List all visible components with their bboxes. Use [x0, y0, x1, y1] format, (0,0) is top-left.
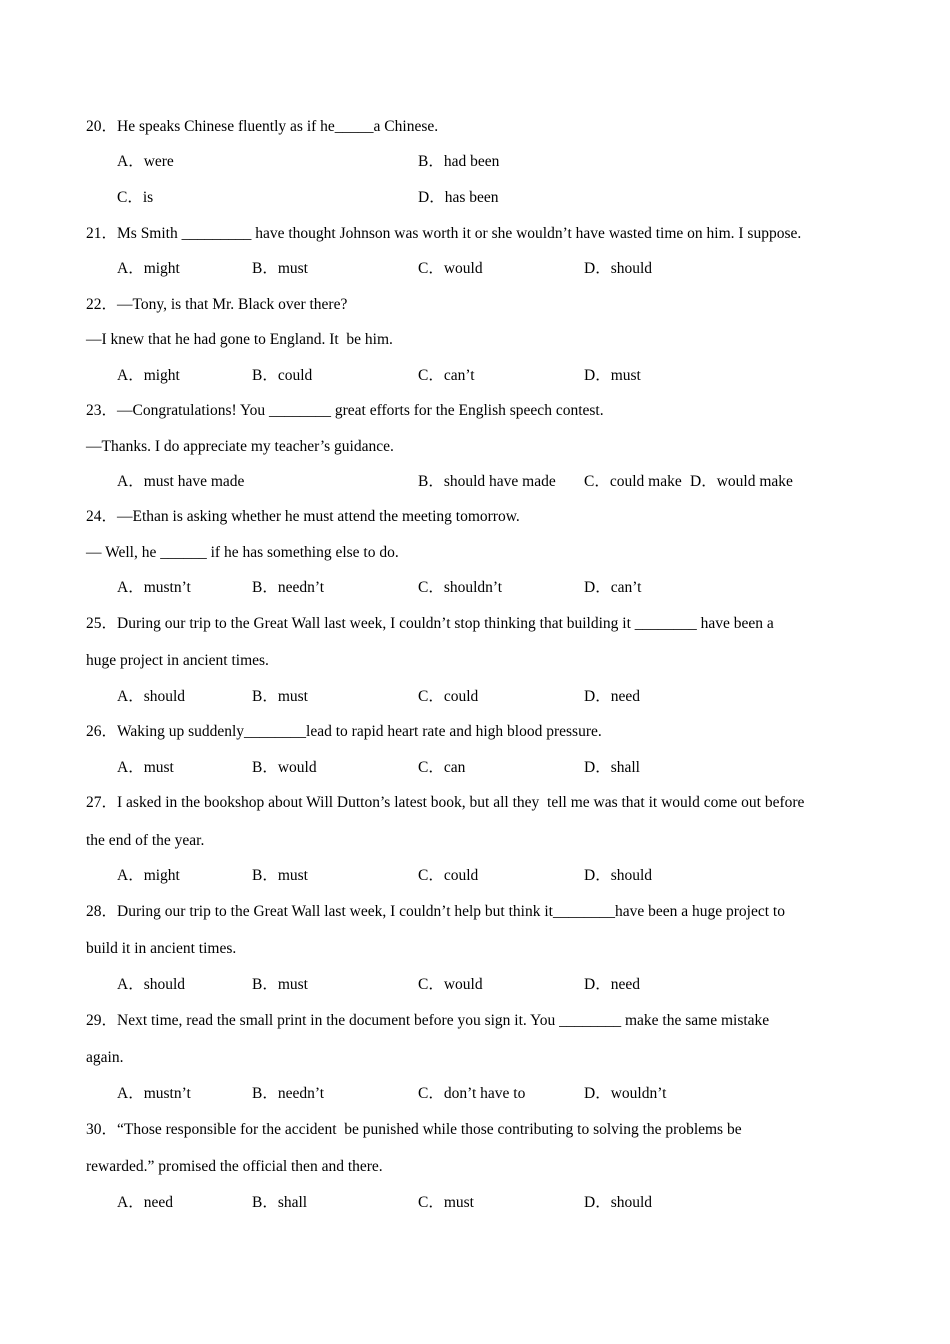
- question-21-stem: 21．Ms Smith _________ have thought Johnson was worth it or she wouldn’t have wasted time on him. I suppose.: [86, 225, 802, 242]
- q22-option-d: D．must: [584, 367, 641, 384]
- q22-option-b: B．could: [252, 367, 313, 384]
- q30-option-c: C．must: [418, 1194, 474, 1211]
- question-20-stem: 20．He speaks Chinese fluently as if he_____a Chinese.: [86, 118, 439, 135]
- q27-option-b: B．must: [252, 867, 308, 884]
- q27-option-d: D．should: [584, 867, 653, 884]
- q23-option-c: C．could make: [584, 473, 682, 490]
- q29-option-b: B．needn’t: [252, 1085, 325, 1102]
- q26-option-d: D．shall: [584, 759, 640, 776]
- question-22-reply: —I knew that he had gone to England. It be him.: [86, 331, 393, 348]
- q24-option-c: C．shouldn’t: [418, 579, 503, 596]
- q21-option-a: A．might: [117, 260, 180, 277]
- question-28-stem-cont: build it in ancient times.: [86, 940, 237, 957]
- question-29-stem: 29．Next time, read the small print in the document before you sign it. You ________ make the same mistake: [86, 1012, 770, 1029]
- q20-option-d: D．has been: [418, 189, 499, 206]
- q20-option-b: B．had been: [418, 153, 500, 170]
- q29-option-c: C．don’t have to: [418, 1085, 526, 1102]
- q25-option-b: B．must: [252, 688, 308, 705]
- q27-option-c: C．could: [418, 867, 479, 884]
- question-23-stem: 23．—Congratulations! You ________ great efforts for the English speech contest.: [86, 402, 604, 419]
- q26-option-a: A．must: [117, 759, 174, 776]
- q23-option-b: B．should have made: [418, 473, 556, 490]
- q22-option-c: C．can’t: [418, 367, 475, 384]
- question-24-stem: 24．—Ethan is asking whether he must attend the meeting tomorrow.: [86, 508, 520, 525]
- question-25-stem-cont: huge project in ancient times.: [86, 652, 269, 669]
- q25-option-a: A．should: [117, 688, 186, 705]
- question-27-stem-cont: the end of the year.: [86, 832, 205, 849]
- question-26-stem: 26．Waking up suddenly________lead to rapid heart rate and high blood pressure.: [86, 723, 602, 740]
- question-29-stem-cont: again.: [86, 1049, 124, 1066]
- question-28-stem: 28．During our trip to the Great Wall last week, I couldn’t help but think it________have been a huge project to: [86, 903, 785, 920]
- q26-option-c: C．can: [418, 759, 466, 776]
- q30-option-b: B．shall: [252, 1194, 308, 1211]
- question-27-stem: 27．I asked in the bookshop about Will Dutton’s latest book, but all they tell me was that it would come out before: [86, 794, 805, 811]
- q23-option-d: D．would make: [690, 473, 793, 490]
- q22-option-a: A．might: [117, 367, 180, 384]
- q28-option-a: A．should: [117, 976, 186, 993]
- q29-option-a: A．mustn’t: [117, 1085, 191, 1102]
- q24-option-b: B．needn’t: [252, 579, 325, 596]
- q25-option-d: D．need: [584, 688, 640, 705]
- question-30-stem: 30．“Those responsible for the accident be punished while those contributing to solving the problems be: [86, 1121, 742, 1138]
- q23-option-a: A．must have made: [117, 473, 245, 490]
- question-24-reply: — Well, he ______ if he has something else to do.: [86, 544, 399, 561]
- q21-option-c: C．would: [418, 260, 483, 277]
- q21-option-b: B．must: [252, 260, 308, 277]
- q24-option-a: A．mustn’t: [117, 579, 191, 596]
- q27-option-a: A．might: [117, 867, 180, 884]
- q25-option-c: C．could: [418, 688, 479, 705]
- q29-option-d: D．wouldn’t: [584, 1085, 667, 1102]
- q28-option-d: D．need: [584, 976, 640, 993]
- q20-option-a: A．were: [117, 153, 174, 170]
- q28-option-b: B．must: [252, 976, 308, 993]
- q30-option-a: A．need: [117, 1194, 173, 1211]
- question-23-reply: —Thanks. I do appreciate my teacher’s guidance.: [86, 438, 394, 455]
- q28-option-c: C．would: [418, 976, 483, 993]
- q21-option-d: D．should: [584, 260, 653, 277]
- q30-option-d: D．should: [584, 1194, 653, 1211]
- q20-option-c: C．is: [117, 189, 154, 206]
- question-25-stem: 25．During our trip to the Great Wall last week, I couldn’t stop thinking that building it ________ have been a: [86, 615, 774, 632]
- question-30-stem-cont: rewarded.” promised the official then and there.: [86, 1158, 383, 1175]
- question-22-stem: 22．—Tony, is that Mr. Black over there?: [86, 296, 348, 313]
- q26-option-b: B．would: [252, 759, 317, 776]
- q24-option-d: D．can’t: [584, 579, 642, 596]
